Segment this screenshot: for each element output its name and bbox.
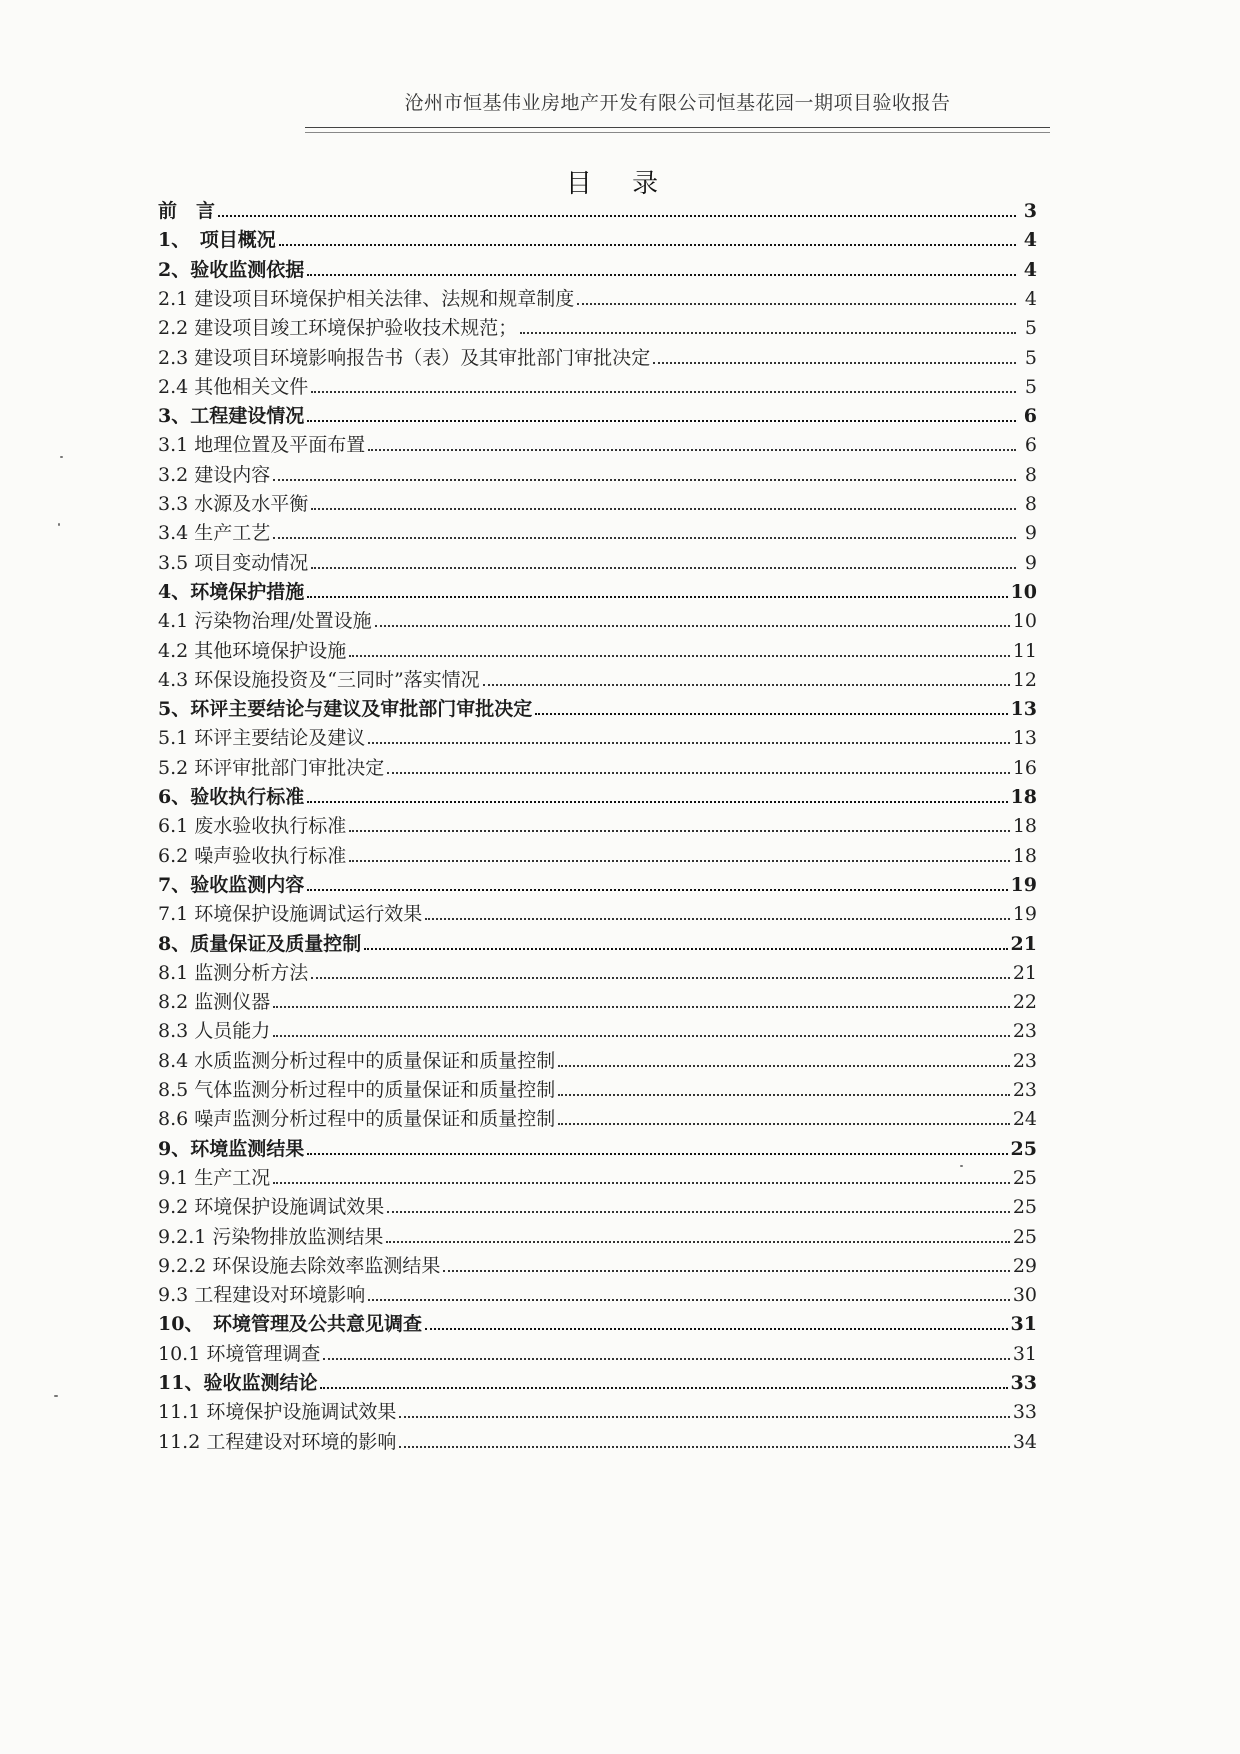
toc-entry — [158, 603, 1037, 633]
toc-entry-label: 8.1 监测分析方法 — [158, 961, 309, 984]
toc-dot-leader — [311, 508, 1016, 510]
toc-entry — [158, 691, 1037, 721]
toc-entry — [158, 369, 1037, 399]
toc-dot-leader — [399, 1416, 1009, 1418]
toc-entry-label: 5、环评主要结论与建议及审批部门审批决定 — [158, 698, 533, 721]
toc-entry-label: 5.2 环评审批部门审批决定 — [158, 756, 385, 779]
toc-entry-page: 10 — [1010, 580, 1037, 603]
toc-entry-label: 2.4 其他相关文件 — [158, 375, 309, 398]
toc-dot-leader — [364, 948, 1007, 950]
toc-entry-label: 10.1 环境管理调查 — [158, 1342, 321, 1365]
toc-entry-page: 21 — [1012, 961, 1037, 984]
toc-entry-label: 3.3 水源及水平衡 — [158, 493, 309, 515]
toc-entry — [158, 1101, 1037, 1131]
toc-entry-page: 33 — [1010, 1372, 1037, 1394]
toc-entry-page: 5 — [1024, 346, 1037, 369]
toc-dot-leader — [558, 1094, 1010, 1096]
toc-dot-leader — [399, 1446, 1009, 1448]
toc-entry-label: 10、 环境管理及公共意见调查 — [158, 1313, 422, 1336]
toc-entry-page: 25 — [1012, 1166, 1037, 1189]
toc-entry — [158, 926, 1037, 956]
toc-entry-page: 25 — [1012, 1196, 1037, 1219]
toc-entry-label: 11、验收监测结论 — [158, 1372, 318, 1394]
toc-title: 目 录 — [565, 169, 675, 199]
toc-entry — [158, 838, 1037, 868]
toc-entry-label: 11.1 环境保护设施调试效果 — [158, 1401, 397, 1424]
toc-entry-page: 21 — [1010, 932, 1037, 955]
toc-entry — [158, 1160, 1037, 1190]
toc-entry-page: 9 — [1024, 551, 1037, 574]
toc-dot-leader — [386, 1241, 1009, 1243]
toc-entry-label: 6、验收执行标准 — [158, 786, 305, 808]
toc-entry-page: 29 — [1012, 1254, 1037, 1277]
toc-entry-label: 8、质量保证及质量控制 — [158, 932, 362, 955]
toc-dot-leader — [307, 889, 1007, 891]
toc-entry-label: 3、工程建设情况 — [158, 405, 305, 428]
toc-entry — [158, 750, 1037, 780]
toc-dot-leader — [483, 684, 1010, 686]
toc-entry-label: 8.4 水质监测分析过程中的质量保证和质量控制 — [158, 1049, 556, 1072]
toc-entry-page: 31 — [1012, 1342, 1037, 1365]
toc-entry — [158, 281, 1037, 311]
toc-entry-page: 22 — [1012, 991, 1037, 1014]
toc-dot-leader — [535, 713, 1007, 715]
toc-entry-page: 30 — [1012, 1284, 1037, 1307]
toc-entry-page: 8 — [1024, 463, 1037, 486]
toc-entry-label: 2、验收监测依据 — [158, 258, 305, 281]
toc-entry — [158, 1306, 1037, 1336]
toc-entry-label: 5.1 环评主要结论及建议 — [158, 727, 366, 750]
toc-entry — [158, 896, 1037, 926]
toc-dot-leader — [273, 479, 1016, 481]
toc-entry-label: 4、环境保护措施 — [158, 580, 305, 603]
toc-entry — [158, 398, 1037, 428]
toc-dot-leader — [387, 1211, 1010, 1213]
toc-dot-leader — [307, 1153, 1007, 1155]
toc-entry-label: 8.2 监测仪器 — [158, 991, 271, 1014]
toc-dot-leader — [375, 625, 1010, 627]
toc-entry-page: 5 — [1024, 375, 1037, 398]
toc-entry — [158, 1336, 1037, 1366]
toc-dot-leader — [368, 449, 1016, 451]
toc-dot-leader — [311, 391, 1016, 393]
toc-entry — [158, 720, 1037, 750]
toc-entry-page: 18 — [1012, 815, 1037, 838]
toc-entry — [158, 427, 1037, 457]
toc-entry — [158, 252, 1037, 282]
toc-entry-label: 前 言 — [158, 200, 216, 222]
toc-dot-leader — [273, 1035, 1010, 1037]
toc-entry-label: 8.3 人员能力 — [158, 1020, 271, 1043]
toc-entry — [158, 1043, 1037, 1073]
toc-entry-label: 9、环境监测结果 — [158, 1137, 305, 1160]
scan-speck — [960, 1165, 963, 1167]
toc-entry — [158, 633, 1037, 663]
toc-entry-label: 1、 项目概况 — [158, 229, 276, 252]
toc-dot-leader — [349, 830, 1010, 832]
toc-entry-label: 3.1 地理位置及平面布置 — [158, 434, 366, 457]
toc-entry — [158, 1394, 1037, 1424]
toc-dot-leader — [311, 567, 1016, 569]
toc-entry-page: 18 — [1012, 844, 1037, 867]
toc-entry-label: 2.2 建设项目竣工环境保护验收技术规范； — [158, 317, 518, 340]
toc-dot-leader — [307, 801, 1007, 803]
toc-entry — [158, 457, 1037, 487]
toc-entry-page: 5 — [1024, 317, 1037, 340]
toc-entry — [158, 574, 1037, 604]
toc-entry-label: 3.4 生产工艺 — [158, 522, 271, 545]
toc-entry-page: 33 — [1012, 1401, 1037, 1424]
toc-entry-page: 10 — [1012, 610, 1037, 633]
toc-entry-page: 31 — [1010, 1313, 1037, 1336]
toc-entry-page: 6 — [1023, 405, 1037, 428]
toc-entry — [158, 808, 1037, 838]
toc-dot-leader — [320, 1387, 1007, 1389]
toc-entry-page: 11 — [1012, 639, 1037, 662]
toc-entry-page: 4 — [1023, 258, 1037, 281]
toc-entry-page: 13 — [1010, 698, 1037, 721]
scan-speck — [60, 456, 63, 458]
toc-entry — [158, 1189, 1037, 1219]
toc-entry — [158, 1013, 1037, 1043]
toc-entry-label: 2.1 建设项目环境保护相关法律、法规和规章制度 — [158, 287, 575, 310]
toc-dot-leader — [311, 977, 1010, 979]
toc-entry-label: 9.1 生产工况 — [158, 1166, 271, 1189]
toc-entry — [158, 486, 1037, 516]
toc-entry-page: 13 — [1012, 727, 1037, 750]
toc-entry-page: 23 — [1012, 1049, 1037, 1072]
toc-entry-page: 16 — [1012, 756, 1037, 779]
toc-dot-leader — [349, 655, 1010, 657]
toc-entry-page: 23 — [1012, 1079, 1037, 1101]
toc-entry-label: 9.2.2 环保设施去除效率监测结果 — [158, 1254, 441, 1277]
toc-dot-leader — [443, 1270, 1009, 1272]
toc-entry — [158, 1424, 1037, 1454]
toc-entry — [158, 1277, 1037, 1307]
toc-entry-page: 4 — [1023, 229, 1037, 252]
toc-dot-leader — [307, 420, 1016, 422]
toc-dot-leader — [307, 596, 1007, 598]
toc-entry-label: 9.3 工程建设对环境影响 — [158, 1284, 366, 1307]
toc-entry-label: 4.1 污染物治理/处置设施 — [158, 610, 372, 633]
toc-entry-label: 6.1 废水验收执行标准 — [158, 815, 347, 838]
toc-dot-leader — [279, 244, 1016, 246]
toc-entry-page: 3 — [1023, 200, 1037, 222]
toc-dot-leader — [349, 860, 1010, 862]
toc-entry — [158, 984, 1037, 1014]
toc-entry-page: 25 — [1010, 1137, 1037, 1160]
toc-dot-leader — [323, 1358, 1009, 1360]
toc-entry-page: 12 — [1012, 668, 1037, 691]
toc-entry — [158, 310, 1037, 340]
toc-entry — [158, 1131, 1037, 1161]
toc-entry-page: 19 — [1010, 873, 1037, 896]
toc-entry — [158, 222, 1037, 252]
toc-entry — [158, 779, 1037, 809]
toc-dot-leader — [273, 1182, 1010, 1184]
toc-dot-leader — [425, 918, 1010, 920]
scan-speck — [58, 523, 60, 526]
header-text: 沧州市恒基伟业房地产开发有限公司恒基花园一期项目验收报告 — [404, 92, 951, 114]
toc-entry-page: 25 — [1012, 1225, 1037, 1248]
toc-entry — [158, 515, 1037, 545]
toc-entry-page: 4 — [1024, 287, 1037, 310]
toc-dot-leader — [653, 362, 1016, 364]
toc-dot-leader — [425, 1328, 1008, 1330]
toc-dot-leader — [218, 215, 1016, 217]
toc-entry-label: 8.5 气体监测分析过程中的质量保证和质量控制 — [158, 1079, 556, 1101]
toc-entry-page: 8 — [1024, 493, 1037, 515]
toc-entry-page: 24 — [1012, 1108, 1037, 1131]
toc-entry — [158, 1248, 1037, 1278]
toc-dot-leader — [368, 742, 1010, 744]
toc-entry — [158, 1219, 1037, 1249]
toc-entry — [158, 193, 1037, 223]
toc-entry-label: 9.2.1 污染物排放监测结果 — [158, 1225, 384, 1248]
toc-dot-leader — [307, 274, 1016, 276]
toc-dot-leader — [387, 772, 1010, 774]
toc-entry-page: 6 — [1024, 434, 1037, 457]
toc-entry-label: 4.3 环保设施投资及“三同时”落实情况 — [158, 668, 480, 691]
toc-entry — [158, 1365, 1037, 1395]
toc-entry-page: 19 — [1012, 903, 1037, 926]
toc-dot-leader — [368, 1299, 1010, 1301]
toc-entry — [158, 340, 1037, 370]
toc-entry — [158, 1072, 1037, 1102]
toc-entry-label: 4.2 其他环境保护设施 — [158, 639, 347, 662]
toc-dot-leader — [558, 1123, 1010, 1125]
toc-dot-leader — [577, 303, 1016, 305]
toc-entry-label: 9.2 环境保护设施调试效果 — [158, 1196, 385, 1219]
toc-entry-label: 2.3 建设项目环境影响报告书（表）及其审批部门审批决定 — [158, 346, 651, 369]
scan-speck — [54, 1395, 58, 1397]
toc-entry-page: 34 — [1012, 1430, 1037, 1453]
toc-entry — [158, 662, 1037, 692]
toc-entry-page: 18 — [1010, 786, 1037, 808]
toc-entry — [158, 955, 1037, 985]
toc-dot-leader — [273, 1006, 1010, 1008]
toc-dot-leader — [558, 1065, 1010, 1067]
toc-dot-leader — [520, 332, 1016, 334]
toc-entry-label: 8.6 噪声监测分析过程中的质量保证和质量控制 — [158, 1108, 556, 1131]
toc-entry-label: 3.5 项目变动情况 — [158, 551, 309, 574]
toc-entry-label: 11.2 工程建设对环境的影响 — [158, 1430, 397, 1453]
toc-entry — [158, 867, 1037, 897]
toc-entry — [158, 545, 1037, 575]
toc-entry-label: 7、验收监测内容 — [158, 873, 305, 896]
toc-entry-label: 6.2 噪声验收执行标准 — [158, 844, 347, 867]
toc-entry-page: 9 — [1024, 522, 1037, 545]
toc-entry-page: 23 — [1012, 1020, 1037, 1043]
toc-dot-leader — [273, 537, 1016, 539]
toc-entry-label: 3.2 建设内容 — [158, 463, 271, 486]
toc-entry-label: 7.1 环境保护设施调试运行效果 — [158, 903, 423, 926]
